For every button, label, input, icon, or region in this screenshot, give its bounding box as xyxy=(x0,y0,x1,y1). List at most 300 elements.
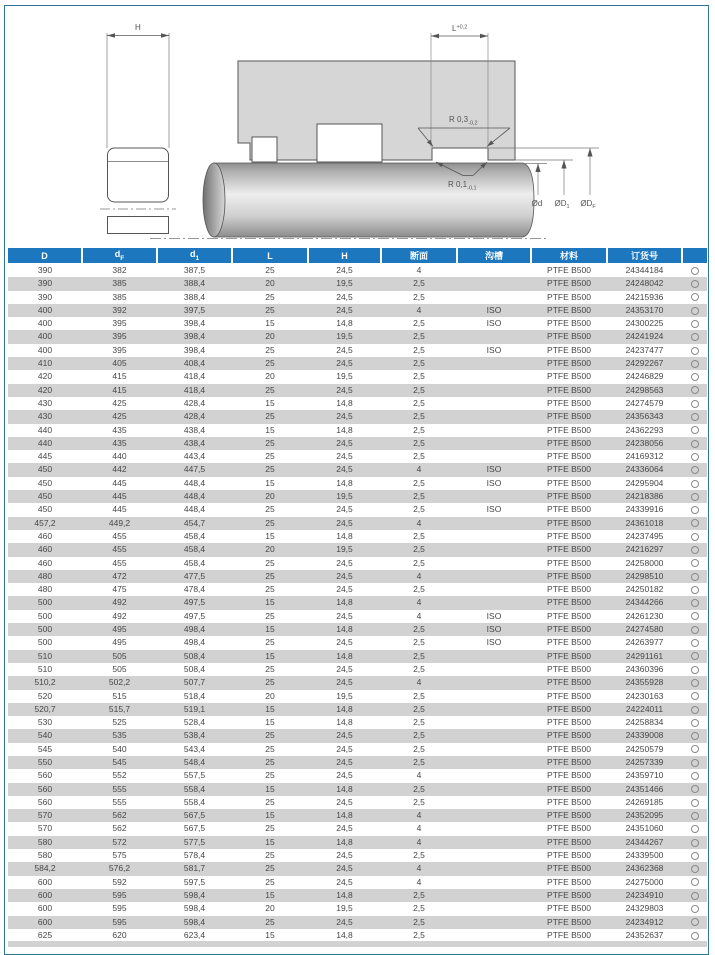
cell: 14,8 xyxy=(336,717,353,728)
cell: 25 xyxy=(265,876,275,887)
cell: 595 xyxy=(112,916,127,927)
cell: 570 xyxy=(37,823,53,834)
mirrored-seal-outline xyxy=(108,217,169,234)
cell: PTFE B500 xyxy=(547,637,591,648)
cell: 25 xyxy=(265,637,275,648)
cell: 567,5 xyxy=(183,823,206,834)
cell: PTFE B500 xyxy=(547,836,591,847)
table-row xyxy=(8,822,707,835)
availability-cell xyxy=(682,304,707,317)
cell xyxy=(457,530,531,543)
table-row xyxy=(8,836,707,849)
cell: 24,5 xyxy=(336,637,353,648)
cell: 24360396 xyxy=(625,663,664,674)
availability-cell xyxy=(682,849,707,862)
cell: 398,4 xyxy=(183,331,206,342)
cell: 24,5 xyxy=(336,850,353,861)
availability-circle-icon xyxy=(691,373,699,381)
cell: ISO xyxy=(486,624,502,635)
availability-circle-icon xyxy=(691,333,699,341)
availability-circle-icon xyxy=(691,692,699,700)
cell: 388,4 xyxy=(183,278,206,289)
cell: 562 xyxy=(112,823,127,834)
cell: PTFE B500 xyxy=(547,530,591,541)
availability-cell xyxy=(682,397,707,410)
cell: 25 xyxy=(265,437,275,448)
cell: 392 xyxy=(112,304,127,315)
availability-cell xyxy=(682,650,707,663)
cell: PTFE B500 xyxy=(547,730,591,741)
cell: 395 xyxy=(112,331,127,342)
cell: 24,5 xyxy=(336,610,353,621)
cell: 558,4 xyxy=(183,783,206,794)
cell: 2,5 xyxy=(413,743,425,754)
cell: 24,5 xyxy=(336,570,353,581)
availability-cell xyxy=(682,623,707,636)
availability-cell xyxy=(682,889,707,902)
cell: PTFE B500 xyxy=(547,544,591,555)
cell xyxy=(457,849,531,862)
cell: 2,5 xyxy=(413,584,425,595)
cell: 24,5 xyxy=(336,863,353,874)
cell: 4 xyxy=(416,265,422,275)
cell: PTFE B500 xyxy=(547,304,591,315)
cell: 25 xyxy=(265,610,275,621)
table-row xyxy=(8,370,707,383)
cell: 440 xyxy=(112,451,127,462)
availability-circle-icon xyxy=(691,599,699,607)
cell: 440 xyxy=(37,424,53,435)
availability-circle-icon xyxy=(691,426,699,434)
cell xyxy=(457,490,531,503)
availability-cell xyxy=(682,676,707,689)
cell: PTFE B500 xyxy=(547,318,591,329)
cell: 24351466 xyxy=(625,783,664,794)
table-row xyxy=(8,743,707,756)
availability-circle-icon xyxy=(691,559,699,567)
cell xyxy=(457,437,531,450)
cell: 24351060 xyxy=(625,823,664,834)
cell: 550 xyxy=(37,756,53,767)
cell: 555 xyxy=(112,796,127,807)
cell: 2,5 xyxy=(413,796,425,807)
cell: 14,8 xyxy=(336,424,353,435)
cell: 600 xyxy=(37,876,53,887)
cell: 15 xyxy=(265,783,275,794)
cell: 24246829 xyxy=(625,371,664,382)
availability-circle-icon xyxy=(691,639,699,647)
cell: 390 xyxy=(37,278,53,289)
cell: PTFE B500 xyxy=(547,717,591,728)
cell: 15 xyxy=(265,836,275,847)
availability-circle-icon xyxy=(691,440,699,448)
cell: 24,5 xyxy=(336,291,353,302)
table-row xyxy=(8,636,707,649)
availability-circle-icon xyxy=(691,905,699,913)
cell: 4 xyxy=(416,823,422,834)
cell xyxy=(457,264,531,278)
table-row xyxy=(8,663,707,676)
cell: 24,5 xyxy=(336,756,353,767)
cell: 460 xyxy=(37,544,53,555)
cell: 15 xyxy=(265,717,275,728)
cell: 19,5 xyxy=(336,690,353,701)
table-row xyxy=(8,490,707,503)
availability-circle-icon xyxy=(691,785,699,793)
cell: 24,5 xyxy=(336,730,353,741)
table-row xyxy=(8,862,707,875)
cell: 24355928 xyxy=(625,677,664,688)
cell: 24,5 xyxy=(336,384,353,395)
cell: 2,5 xyxy=(413,916,425,927)
cell: 505 xyxy=(112,650,127,661)
cell xyxy=(457,663,531,676)
rod-seal xyxy=(317,124,382,162)
cell: 2,5 xyxy=(413,384,425,395)
cell: 2,5 xyxy=(413,451,425,462)
cell: 545 xyxy=(37,743,53,754)
cell: 25 xyxy=(265,344,275,355)
availability-cell xyxy=(682,463,707,476)
cell xyxy=(457,450,531,463)
cell: 2,5 xyxy=(413,889,425,900)
cell: 450 xyxy=(37,491,53,502)
cell xyxy=(457,357,531,370)
cell: 25 xyxy=(265,504,275,515)
cell: 24295904 xyxy=(625,477,664,488)
cell: 14,8 xyxy=(336,650,353,661)
availability-cell xyxy=(682,690,707,703)
availability-circle-icon xyxy=(691,347,699,355)
cell: 19,5 xyxy=(336,278,353,289)
cell: PTFE B500 xyxy=(547,810,591,821)
cell: 415 xyxy=(112,371,127,382)
cell: 420 xyxy=(37,384,53,395)
availability-cell xyxy=(682,902,707,915)
cell: 25 xyxy=(265,770,275,781)
cell: PTFE B500 xyxy=(547,903,591,914)
table-row xyxy=(8,902,707,915)
cell: 24,5 xyxy=(336,517,353,528)
cell: 24352095 xyxy=(625,810,664,821)
availability-circle-icon xyxy=(691,759,699,767)
cell: 2,5 xyxy=(413,637,425,648)
cell: 25 xyxy=(265,916,275,927)
cell: 497,5 xyxy=(183,610,206,621)
table-row xyxy=(8,729,707,742)
cell xyxy=(457,397,531,410)
cell: 580 xyxy=(37,850,53,861)
availability-cell xyxy=(682,517,707,530)
table-header-row xyxy=(8,248,707,264)
availability-cell xyxy=(682,756,707,769)
cell: 19,5 xyxy=(336,371,353,382)
availability-cell xyxy=(682,437,707,450)
cell: 400 xyxy=(37,344,53,355)
cell xyxy=(457,809,531,822)
cell: 24,5 xyxy=(336,344,353,355)
cell: 448,4 xyxy=(183,491,206,502)
cell: 24352637 xyxy=(625,929,664,940)
cell: 480 xyxy=(37,584,53,595)
cell: 24250579 xyxy=(625,743,664,754)
cell: 598,4 xyxy=(183,903,206,914)
cell: 24258834 xyxy=(625,717,664,728)
cell xyxy=(457,384,531,397)
cell xyxy=(457,783,531,796)
parts-table-body xyxy=(8,264,707,943)
column-header: 沟槽 xyxy=(457,248,531,264)
table-row xyxy=(8,304,707,317)
table-row xyxy=(8,503,707,516)
cell: 477,5 xyxy=(183,570,206,581)
cell xyxy=(457,330,531,343)
cell: 24362368 xyxy=(625,863,664,874)
cell: 24353170 xyxy=(625,304,664,315)
availability-cell xyxy=(682,596,707,609)
cell: PTFE B500 xyxy=(547,783,591,794)
cell: 4 xyxy=(416,570,422,581)
table-row xyxy=(8,424,707,437)
table-row xyxy=(8,849,707,862)
cell: PTFE B500 xyxy=(547,770,591,781)
cell: 450 xyxy=(37,464,53,475)
availability-cell xyxy=(682,410,707,423)
cell: 4 xyxy=(416,876,422,887)
availability-cell xyxy=(682,583,707,596)
cell: 460 xyxy=(37,530,53,541)
cell: PTFE B500 xyxy=(547,703,591,714)
availability-circle-icon xyxy=(691,400,699,408)
availability-cell xyxy=(682,503,707,516)
cell: 24257339 xyxy=(625,756,664,767)
column-header: 材料 xyxy=(531,248,607,264)
cell: 445 xyxy=(37,451,53,462)
cell: 475 xyxy=(112,584,127,595)
cell: ISO xyxy=(486,464,502,475)
cell xyxy=(457,756,531,769)
cell: PTFE B500 xyxy=(547,677,591,688)
cell: 455 xyxy=(112,557,127,568)
cell: 567,5 xyxy=(183,810,206,821)
table-row xyxy=(8,610,707,623)
cell: 395 xyxy=(112,318,127,329)
cell: 24,5 xyxy=(336,663,353,674)
cell: PTFE B500 xyxy=(547,491,591,502)
cell xyxy=(457,836,531,849)
availability-cell xyxy=(682,477,707,490)
cell: 430 xyxy=(37,397,53,408)
cell: 2,5 xyxy=(413,703,425,714)
table-row xyxy=(8,650,707,663)
cell: 25 xyxy=(265,464,275,475)
cell: 400 xyxy=(37,318,53,329)
cell: 14,8 xyxy=(336,703,353,714)
cell xyxy=(457,703,531,716)
table-row xyxy=(8,357,707,370)
table-row xyxy=(8,397,707,410)
cell: PTFE B500 xyxy=(547,557,591,568)
cell: 25 xyxy=(265,411,275,422)
cell: 2,5 xyxy=(413,437,425,448)
availability-circle-icon xyxy=(691,320,699,328)
cell: 24,5 xyxy=(336,677,353,688)
cell: 418,4 xyxy=(183,371,206,382)
cell: 442 xyxy=(112,464,127,475)
cell: ISO xyxy=(486,477,502,488)
table-row xyxy=(8,583,707,596)
cell: ISO xyxy=(486,610,502,621)
table-row xyxy=(8,450,707,463)
cell: 24,5 xyxy=(336,265,353,275)
availability-cell xyxy=(682,862,707,875)
availability-cell xyxy=(682,490,707,503)
availability-cell xyxy=(682,557,707,570)
h-arrow-left xyxy=(107,33,115,37)
cell: 447,5 xyxy=(183,464,206,475)
cell: 24362293 xyxy=(625,424,664,435)
availability-circle-icon xyxy=(691,878,699,886)
cell: PTFE B500 xyxy=(547,823,591,834)
cell: 24263977 xyxy=(625,637,664,648)
cell: 2,5 xyxy=(413,491,425,502)
cell: 25 xyxy=(265,663,275,674)
cell: PTFE B500 xyxy=(547,344,591,355)
table-row xyxy=(8,676,707,689)
cell: 24241924 xyxy=(625,331,664,342)
cell: 24298510 xyxy=(625,570,664,581)
table-row xyxy=(8,796,707,809)
cell xyxy=(457,690,531,703)
dia-df-label: ØDF xyxy=(580,199,596,210)
availability-cell xyxy=(682,530,707,543)
availability-cell xyxy=(682,636,707,649)
cell: 390 xyxy=(37,291,53,302)
cell: 25 xyxy=(265,570,275,581)
availability-cell xyxy=(682,876,707,889)
availability-cell xyxy=(682,743,707,756)
cell: 15 xyxy=(265,530,275,541)
cell: 520,7 xyxy=(34,703,56,714)
cell xyxy=(457,370,531,383)
cell: 449,2 xyxy=(108,517,131,528)
availability-circle-icon xyxy=(691,612,699,620)
availability-circle-icon xyxy=(691,732,699,740)
cell: 515 xyxy=(112,690,127,701)
table-row xyxy=(8,703,707,716)
cell: 415 xyxy=(112,384,127,395)
cell: 2,5 xyxy=(413,929,425,940)
availability-circle-icon xyxy=(691,839,699,847)
cell: 560 xyxy=(37,783,53,794)
cell: 24237477 xyxy=(625,344,664,355)
table-row xyxy=(8,809,707,822)
cell: PTFE B500 xyxy=(547,863,591,874)
cell: PTFE B500 xyxy=(547,584,591,595)
availability-circle-icon xyxy=(691,679,699,687)
cell: 2,5 xyxy=(413,850,425,861)
cell: 435 xyxy=(112,437,127,448)
cell: 440 xyxy=(37,437,53,448)
seal-installation-drawing xyxy=(0,0,715,246)
availability-circle-icon xyxy=(691,573,699,581)
cell: 25 xyxy=(265,384,275,395)
availability-circle-icon xyxy=(691,480,699,488)
cell: 24356343 xyxy=(625,411,664,422)
installation-section-figure xyxy=(150,24,599,239)
column-header: D xyxy=(8,248,82,264)
cell: 620 xyxy=(112,929,127,940)
cell: 15 xyxy=(265,810,275,821)
dia-d1-label: ØD1 xyxy=(554,199,570,210)
h-arrow-right xyxy=(161,33,169,37)
cell: 14,8 xyxy=(336,836,353,847)
cell: PTFE B500 xyxy=(547,278,591,289)
cell: 24,5 xyxy=(336,743,353,754)
availability-cell xyxy=(682,370,707,383)
availability-cell xyxy=(682,703,707,716)
cell: 577,5 xyxy=(183,836,206,847)
cell: 24234912 xyxy=(625,916,664,927)
cell: 25 xyxy=(265,584,275,595)
cell: 520 xyxy=(37,690,53,701)
availability-cell xyxy=(682,570,707,583)
cell: 24216297 xyxy=(625,544,664,555)
cell: 572 xyxy=(112,836,127,847)
cell: 14,8 xyxy=(336,810,353,821)
cell: 428,4 xyxy=(183,397,206,408)
cell: 492 xyxy=(112,610,127,621)
shaft-end-cap xyxy=(203,163,225,237)
cell: PTFE B500 xyxy=(547,850,591,861)
radius-bottom-label: R 0,1-0,1 xyxy=(448,180,477,192)
cell: 20 xyxy=(265,491,275,502)
cell: 4 xyxy=(416,304,422,315)
cell xyxy=(457,583,531,596)
cell: 24291161 xyxy=(625,650,664,661)
availability-circle-icon xyxy=(691,626,699,634)
cell: 390 xyxy=(37,265,53,275)
availability-cell xyxy=(682,836,707,849)
cell: 24274580 xyxy=(625,624,664,635)
cell: 502,2 xyxy=(108,677,131,688)
availability-cell xyxy=(682,610,707,623)
cell: 24300225 xyxy=(625,318,664,329)
cell: 458,4 xyxy=(183,557,206,568)
cell: 525 xyxy=(112,717,127,728)
cell: 24230163 xyxy=(625,690,664,701)
cell: 24215936 xyxy=(625,291,664,302)
cell: 535 xyxy=(112,730,127,741)
technical-diagram xyxy=(0,0,715,246)
table-row xyxy=(8,716,707,729)
cell: 4 xyxy=(416,677,422,688)
cell: 24,5 xyxy=(336,876,353,887)
cell: 25 xyxy=(265,863,275,874)
cell: 510 xyxy=(37,650,53,661)
cell: 558,4 xyxy=(183,796,206,807)
cell: 385 xyxy=(112,291,127,302)
table-row xyxy=(8,344,707,357)
cell: 24,5 xyxy=(336,451,353,462)
availability-circle-icon xyxy=(691,307,699,315)
column-header: 断面 xyxy=(381,248,457,264)
cutoff-row-strip xyxy=(8,941,707,947)
cell: 24,5 xyxy=(336,437,353,448)
availability-cell xyxy=(682,277,707,290)
cell: 2,5 xyxy=(413,624,425,635)
cell: 510,2 xyxy=(34,677,56,688)
